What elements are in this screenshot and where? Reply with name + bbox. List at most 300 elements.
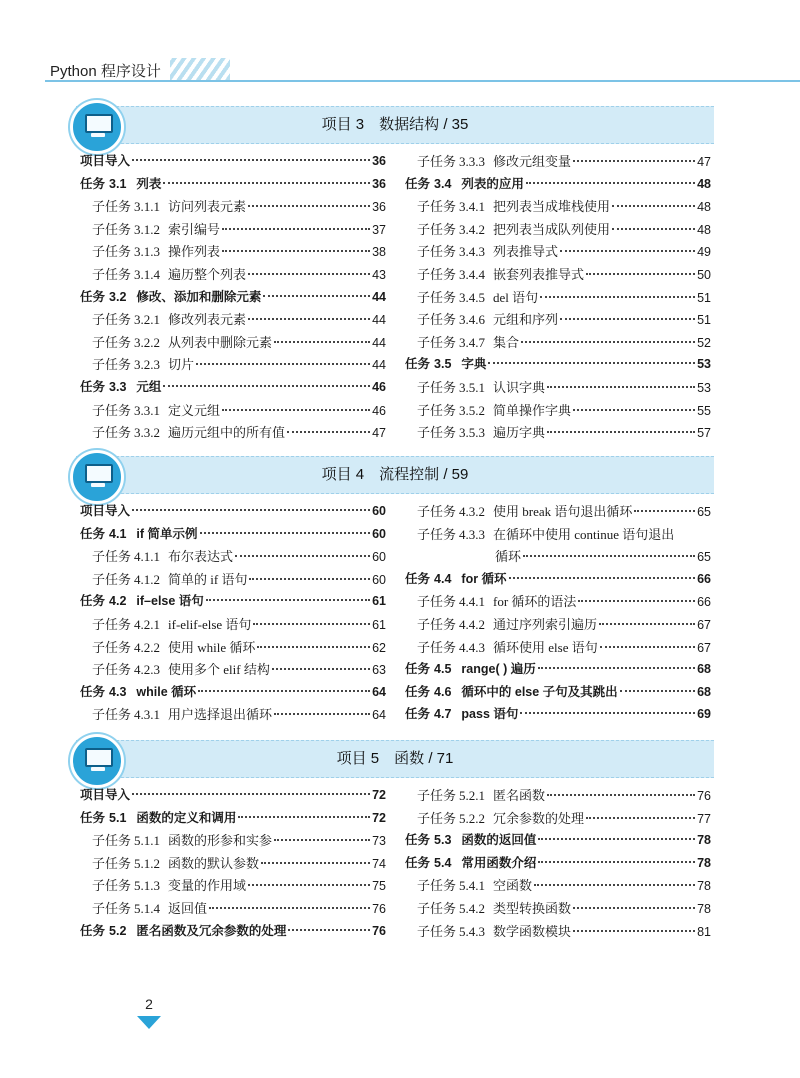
toc-entry[interactable] <box>405 704 711 727</box>
book-title: Python 程序设计 <box>50 63 161 80</box>
toc-entry-text: 函数的定义和调用 <box>136 810 237 825</box>
toc-entry-page: 48 <box>697 176 711 191</box>
toc-leader-dots <box>248 205 370 207</box>
toc-entry[interactable] <box>405 546 711 569</box>
toc-entry-number: 4.3.2 <box>459 504 486 519</box>
toc-entry-label: 任务 <box>405 855 431 870</box>
toc-entry-number: 4.6 <box>434 684 452 699</box>
toc-leader-dots <box>538 861 695 863</box>
toc-entry-title <box>92 241 220 260</box>
toc-entry-page: 66 <box>697 595 711 610</box>
toc-leader-dots <box>163 385 370 387</box>
toc-entry[interactable] <box>80 241 386 264</box>
toc-entry-title <box>417 785 545 804</box>
toc-entry-number: 4.7 <box>434 707 452 722</box>
toc-entry-text: 函数的形参和实参 <box>168 833 273 849</box>
toc-entry[interactable] <box>80 151 386 174</box>
toc-entry-title <box>80 591 204 609</box>
toc-entry-number: 3.5.2 <box>459 402 486 418</box>
toc-entry[interactable] <box>405 898 711 921</box>
toc-entry[interactable] <box>80 853 386 876</box>
toc-entry-page: 64 <box>372 684 386 699</box>
toc-column-left <box>80 785 386 943</box>
toc-entry[interactable] <box>80 704 386 727</box>
toc-entry-title <box>417 219 610 238</box>
toc-entry[interactable] <box>80 287 386 310</box>
toc-entry[interactable] <box>405 637 711 660</box>
toc-entry-page: 78 <box>697 833 711 848</box>
toc-leader-dots <box>534 884 695 886</box>
toc-entry[interactable] <box>80 591 386 614</box>
toc-entry-page: 76 <box>697 789 711 803</box>
toc-entry-title <box>92 569 247 588</box>
toc-entry-title <box>92 264 246 283</box>
toc-entry-label: 子任务 <box>92 639 132 655</box>
section-title: 项目 5 函数 / 71 <box>336 750 454 767</box>
toc-entry-text: 函数的返回值 <box>461 833 537 848</box>
toc-entry[interactable] <box>405 853 711 876</box>
toc-entry-title <box>417 921 571 940</box>
toc-entry-label: 任务 <box>80 810 106 825</box>
toc-entry[interactable] <box>405 219 711 242</box>
toc-column-right <box>405 151 711 445</box>
toc-entry-number: 3.2.1 <box>134 312 161 328</box>
toc-entry-label: 任务 <box>405 707 431 722</box>
toc-entry-label: 子任务 <box>92 571 132 587</box>
toc-entry-page: 65 <box>697 505 711 519</box>
toc-entry-label: 子任务 <box>417 221 457 237</box>
toc-entry-label: 任务 <box>405 571 431 586</box>
toc-entry-number: 3.2.3 <box>134 357 161 373</box>
toc-entry[interactable] <box>80 785 386 808</box>
toc-entry-title <box>80 524 198 542</box>
toc-leader-dots <box>274 839 370 841</box>
toc-leader-dots <box>600 646 695 648</box>
toc-leader-dots <box>274 713 370 715</box>
toc-leader-dots <box>488 362 695 364</box>
toc-entry-title <box>80 377 161 395</box>
toc-entry-page: 76 <box>372 923 386 938</box>
section-title: 项目 4 流程控制 / 59 <box>321 466 469 483</box>
toc-entry[interactable] <box>80 174 386 197</box>
toc-entry-number: 4.4.3 <box>459 639 486 655</box>
toc-entry-number: 3.4 <box>434 176 452 191</box>
toc-leader-dots <box>578 600 695 602</box>
toc-entry-title <box>80 287 261 305</box>
toc-leader-dots <box>547 794 695 796</box>
toc-entry[interactable] <box>405 682 711 705</box>
toc-entry[interactable] <box>80 400 386 423</box>
toc-entry[interactable] <box>80 830 386 853</box>
toc-entry-number: 3.1.2 <box>134 221 161 237</box>
toc-entry-page: 52 <box>697 335 711 350</box>
toc-entry-page: 55 <box>697 403 711 418</box>
toc-column-right <box>405 501 711 727</box>
toc-entry-number: 3.3.1 <box>134 402 161 418</box>
toc-entry-page: 50 <box>697 267 711 282</box>
toc-leader-dots <box>196 363 370 365</box>
toc-entry[interactable] <box>405 241 711 264</box>
toc-entry-number: 3.2.2 <box>134 334 161 350</box>
toc-entry[interactable] <box>405 569 711 592</box>
toc-entry[interactable] <box>405 309 711 332</box>
toc-entry-number: 3.3.3 <box>459 154 486 169</box>
toc-entry-text: 元组 <box>136 379 162 394</box>
section-title: 项目 3 数据结构 / 35 <box>321 116 469 133</box>
toc-entry-page: 77 <box>697 811 711 826</box>
header-rule <box>45 80 800 82</box>
toc-entry-label: 子任务 <box>417 900 457 916</box>
toc-entry-number: 5.4.2 <box>459 900 486 916</box>
toc-entry-label: 子任务 <box>92 707 132 723</box>
toc-entry-title <box>417 332 519 351</box>
toc-entry-text: 把列表当成堆栈使用 <box>493 199 611 215</box>
toc-entry-text: if–else 语句 <box>136 594 204 609</box>
toc-leader-dots <box>538 838 695 840</box>
toc-entry-title <box>92 354 194 373</box>
toc-entry-text: 从列表中删除元素 <box>168 334 273 350</box>
toc-entry-text: 匿名函数及冗余参数的处理 <box>136 923 287 938</box>
toc-entry-page: 38 <box>372 245 386 260</box>
toc-leader-dots <box>235 555 370 557</box>
toc-entry[interactable] <box>405 785 711 808</box>
toc-entry-label: 任务 <box>405 662 431 677</box>
toc-leader-dots <box>509 577 696 579</box>
toc-leader-dots <box>521 341 695 343</box>
toc-entry-title <box>417 524 674 543</box>
toc-entry-number: 3.4.7 <box>459 334 486 350</box>
toc-entry[interactable] <box>80 921 386 944</box>
toc-entry-label: 子任务 <box>417 923 457 939</box>
toc-entry-page: 43 <box>372 267 386 282</box>
toc-entry-label: 子任务 <box>417 504 457 519</box>
toc-leader-dots <box>274 341 370 343</box>
toc-entry-label: 子任务 <box>417 289 457 305</box>
toc-leader-dots <box>257 646 370 648</box>
toc-entry-page: 51 <box>697 290 711 305</box>
toc-entry-title <box>417 151 571 170</box>
toc-entry[interactable] <box>405 151 711 174</box>
toc-entry-title <box>92 853 259 872</box>
toc-entry-number: 5.2.1 <box>459 788 486 803</box>
toc-entry-title <box>405 682 618 700</box>
toc-entry-title <box>417 637 598 656</box>
toc-entry-number: 4.4.1 <box>459 594 486 610</box>
toc-entry-page: 44 <box>372 313 386 328</box>
toc-entry-number: 3.2 <box>109 289 127 304</box>
toc-entry-title <box>92 422 285 441</box>
toc-entry-text: 列表 <box>136 176 162 191</box>
toc-entry[interactable] <box>80 637 386 660</box>
toc-entry-text: 在循环中使用 continue 语句退出 <box>493 526 675 542</box>
toc-entry-label: 子任务 <box>92 549 132 565</box>
toc-entry-number: 3.1.1 <box>134 199 161 215</box>
toc-leader-dots <box>206 599 370 601</box>
toc-entry[interactable] <box>80 196 386 219</box>
toc-entry-label: 子任务 <box>417 244 457 260</box>
toc-entry-label: 任务 <box>80 289 106 304</box>
toc-entry-text: 数学函数模块 <box>493 923 572 939</box>
section-banner <box>76 106 714 144</box>
toc-leader-dots <box>198 690 370 692</box>
toc-entry-label: 子任务 <box>92 312 132 328</box>
toc-entry-number: 4.5 <box>434 662 452 677</box>
toc-entry[interactable] <box>80 524 386 547</box>
toc-leader-dots <box>163 182 370 184</box>
toc-entry-text: 使用多个 elif 结构 <box>168 662 270 678</box>
toc-entry-page: 53 <box>697 380 711 395</box>
toc-entry[interactable] <box>405 659 711 682</box>
toc-entry-text: 操作列表 <box>168 244 221 260</box>
toc-entry[interactable] <box>405 400 711 423</box>
toc-leader-dots <box>538 667 695 669</box>
toc-entry-number: 4.3.3 <box>459 526 486 542</box>
toc-entry-page: 67 <box>697 640 711 655</box>
toc-entry-page: 36 <box>372 176 386 191</box>
toc-entry-label: 子任务 <box>417 616 457 632</box>
toc-entry-page: 76 <box>372 901 386 916</box>
toc-entry[interactable] <box>80 875 386 898</box>
toc-entry-page: 62 <box>372 640 386 655</box>
toc-entry-page: 67 <box>697 617 711 632</box>
computer-icon <box>70 734 124 788</box>
toc-entry-text: 通过序列索引遍历 <box>493 616 598 632</box>
toc-entry-text: 用户选择退出循环 <box>168 707 273 723</box>
toc-entry-number: 3.4.6 <box>459 312 486 328</box>
toc-entry[interactable] <box>80 898 386 921</box>
toc-leader-dots <box>132 509 370 511</box>
toc-entry-text: 认识字典 <box>493 379 546 395</box>
toc-entry-text: 切片 <box>168 357 195 373</box>
toc-entry[interactable] <box>405 332 711 355</box>
toc-entry[interactable] <box>80 309 386 332</box>
toc-entry-label: 子任务 <box>92 357 132 373</box>
toc-entry-label: 子任务 <box>417 878 457 894</box>
toc-entry-text: 简单操作字典 <box>493 402 572 418</box>
toc-entry-number: 3.5 <box>434 357 452 372</box>
toc-entry-page: 65 <box>697 550 711 565</box>
toc-leader-dots <box>209 907 370 909</box>
toc-entry[interactable] <box>80 377 386 400</box>
toc-leader-dots <box>222 409 370 411</box>
toc-entry[interactable] <box>80 569 386 592</box>
toc-entry-number: 4.4 <box>434 571 452 586</box>
toc-leader-dots <box>586 817 695 819</box>
toc-leader-dots <box>287 431 370 433</box>
toc-entry[interactable] <box>80 546 386 569</box>
toc-entry-text: 集合 <box>493 334 520 350</box>
toc-entry-page: 66 <box>697 571 711 586</box>
toc-entry-title <box>405 853 536 871</box>
toc-entry[interactable] <box>405 501 711 524</box>
toc-entry-title <box>405 704 518 722</box>
section-banner <box>76 456 714 494</box>
toc-entry-label: 任务 <box>405 684 431 699</box>
toc-entry-label: 任务 <box>405 357 431 372</box>
toc-entry[interactable] <box>405 808 711 831</box>
toc-entry-number: 5.2 <box>109 923 127 938</box>
toc-entry-text: 循环中的 else 子句及其跳出 <box>461 684 618 699</box>
toc-entry[interactable] <box>405 875 711 898</box>
toc-entry[interactable] <box>405 524 711 547</box>
toc-entry-number: 4.1.1 <box>134 549 161 565</box>
toc-entry-number: 4.3 <box>109 684 127 699</box>
toc-entry-label: 任务 <box>405 833 431 848</box>
toc-entry-number: 3.3.2 <box>134 425 161 441</box>
toc-entry-text: 把列表当成队列使用 <box>493 221 611 237</box>
toc-entry-text: range( ) 遍历 <box>461 662 536 677</box>
toc-entry[interactable] <box>405 591 711 614</box>
toc-entry[interactable] <box>405 921 711 944</box>
toc-entry[interactable] <box>405 354 711 377</box>
toc-entry[interactable] <box>405 830 711 853</box>
toc-leader-dots <box>523 555 695 557</box>
toc-entry-label: 子任务 <box>417 379 457 395</box>
toc-entry-title <box>417 808 584 827</box>
toc-entry-page: 36 <box>372 200 386 215</box>
toc-entry-title <box>405 569 507 587</box>
toc-entry-page: 63 <box>372 663 386 678</box>
toc-entry-title <box>92 400 220 419</box>
toc-entry[interactable] <box>80 659 386 682</box>
toc-entry-text: 列表的应用 <box>461 176 524 191</box>
toc-entry-page: 48 <box>697 222 711 237</box>
toc-entry-number: 4.2.2 <box>134 639 161 655</box>
toc-leader-dots <box>560 250 695 252</box>
toc-entry-label: 子任务 <box>417 154 457 169</box>
toc-entry[interactable] <box>80 422 386 445</box>
toc-entry-text: 简单的 if 语句 <box>168 571 248 587</box>
toc-entry-text: 布尔表达式 <box>168 549 234 565</box>
toc-leader-dots <box>238 816 370 818</box>
toc-entry-title <box>417 422 545 441</box>
toc-entry-page: 78 <box>697 855 711 870</box>
toc-column-right <box>405 785 711 943</box>
toc-entry-page: 74 <box>372 856 386 871</box>
toc-entry[interactable] <box>80 219 386 242</box>
toc-entry-text: 元组和序列 <box>493 312 559 328</box>
toc-entry[interactable] <box>80 264 386 287</box>
toc-entry-title <box>417 591 576 610</box>
toc-entry-text: 遍历元组中的所有值 <box>168 425 286 441</box>
toc-entry-label: 子任务 <box>92 334 132 350</box>
toc-entry-label: 子任务 <box>417 312 457 328</box>
toc-entry-label: 子任务 <box>92 221 132 237</box>
toc-entry[interactable] <box>405 264 711 287</box>
toc-entry-label: 任务 <box>80 923 106 938</box>
toc-entry-title <box>92 898 207 917</box>
toc-entry[interactable] <box>80 682 386 705</box>
toc-entry-title <box>92 704 272 723</box>
toc-entry-title <box>80 682 196 700</box>
toc-leader-dots <box>560 318 695 320</box>
toc-entry[interactable] <box>80 332 386 355</box>
toc-entry[interactable] <box>80 501 386 524</box>
toc-entry-text: 修改列表元素 <box>168 312 247 328</box>
toc-entry-label: 子任务 <box>417 334 457 350</box>
toc-leader-dots <box>132 159 370 161</box>
toc-entry-label: 子任务 <box>92 855 132 871</box>
toc-entry-number: 5.1.3 <box>134 878 161 894</box>
toc-entry-page: 36 <box>372 154 386 168</box>
toc-entry-text: 返回值 <box>168 900 208 916</box>
toc-entry-title <box>417 501 632 520</box>
toc-entry-text: 空函数 <box>493 878 533 894</box>
toc-entry-text: 循环使用 else 语句 <box>493 639 598 655</box>
toc-entry-text: 变量的作用域 <box>168 878 247 894</box>
toc-entry[interactable] <box>80 614 386 637</box>
toc-entry-label: 子任务 <box>92 425 132 441</box>
toc-entry-number: 4.2 <box>109 594 127 609</box>
toc-entry-title <box>417 400 571 419</box>
toc-entry-page: 60 <box>372 526 386 541</box>
toc-entry-label: 子任务 <box>417 788 457 803</box>
toc-entry-text: 访问列表元素 <box>168 199 247 215</box>
toc-entry[interactable] <box>405 174 711 197</box>
toc-entry-text: 循环 <box>495 549 522 565</box>
toc-entry-label: 任务 <box>80 684 106 699</box>
toc-entry-title <box>417 377 545 396</box>
toc-entry-label: 项目导入 <box>80 154 131 168</box>
toc-entry[interactable] <box>80 354 386 377</box>
toc-entry-number: 3.4.5 <box>459 289 486 305</box>
toc-entry[interactable] <box>405 287 711 310</box>
header-stripes-decoration <box>170 58 230 80</box>
toc-leader-dots <box>612 228 695 230</box>
toc-leader-dots <box>253 623 370 625</box>
toc-entry-title <box>80 808 236 826</box>
toc-entry-label: 任务 <box>80 379 106 394</box>
toc-entry-text: 使用 while 循环 <box>168 639 256 655</box>
toc-entry-label: 子任务 <box>92 616 132 632</box>
toc-entry-text: del 语句 <box>493 289 539 305</box>
toc-entry-title <box>417 287 538 306</box>
toc-entry-text: 常用函数介绍 <box>461 855 537 870</box>
toc-entry-text: 函数的默认参数 <box>168 855 260 871</box>
toc-entry[interactable] <box>80 808 386 831</box>
toc-entry-page: 49 <box>697 245 711 260</box>
toc-entry-title <box>92 875 246 894</box>
toc-entry-page: 72 <box>372 810 386 825</box>
toc-entry-number: 5.1.1 <box>134 833 161 849</box>
toc-entry-text: 遍历整个列表 <box>168 266 247 282</box>
toc-entry-label: 子任务 <box>92 900 132 916</box>
toc-entry-title <box>92 659 270 678</box>
page-number: 2 <box>145 996 153 1012</box>
toc-entry-page: 81 <box>697 924 711 939</box>
toc-entry-text: 匿名函数 <box>493 788 546 803</box>
toc-entry-title <box>405 830 536 848</box>
toc-entry-title <box>80 174 161 192</box>
toc-entry[interactable] <box>405 377 711 400</box>
toc-entry[interactable] <box>405 614 711 637</box>
toc-entry-title <box>417 898 571 917</box>
toc-entry-number: 5.1.2 <box>134 855 161 871</box>
toc-entry-page: 61 <box>372 617 386 632</box>
toc-entry-number: 3.4.4 <box>459 266 486 282</box>
toc-entry-title <box>405 354 486 372</box>
toc-leader-dots <box>248 884 370 886</box>
toc-entry[interactable] <box>405 196 711 219</box>
toc-entry[interactable] <box>405 422 711 445</box>
computer-icon <box>70 450 124 504</box>
toc-leader-dots <box>634 510 695 512</box>
toc-entry-page: 61 <box>372 594 386 609</box>
toc-leader-dots <box>249 578 370 580</box>
toc-entry-title <box>92 196 246 215</box>
toc-entry-number: 3.1.4 <box>134 266 161 282</box>
toc-entry-page: 64 <box>372 708 386 723</box>
